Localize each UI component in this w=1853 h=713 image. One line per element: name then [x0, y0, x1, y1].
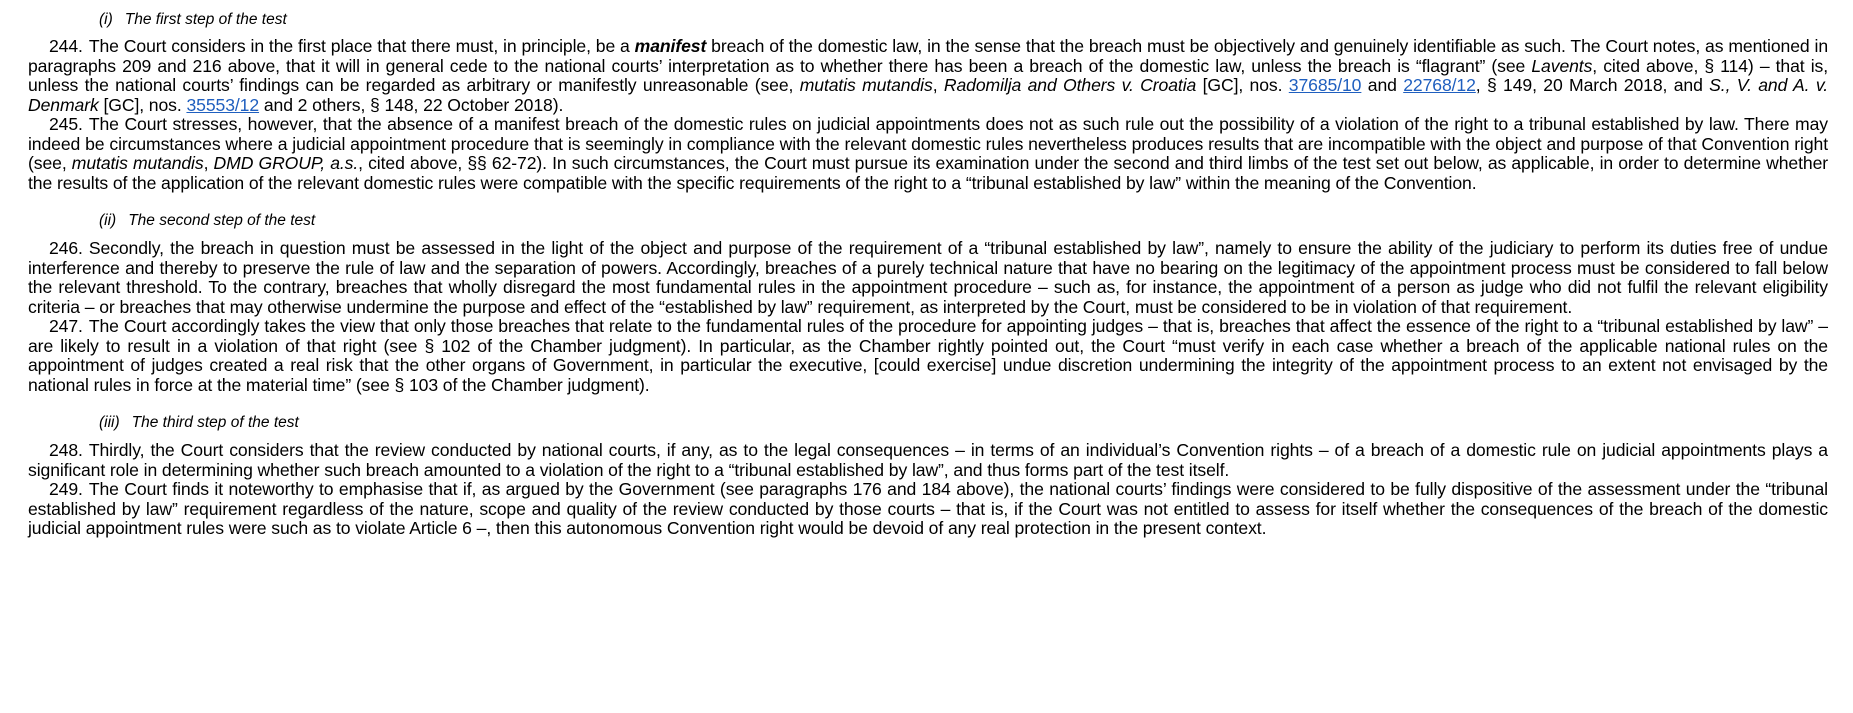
text-run: , — [203, 153, 214, 173]
text-run: Secondly, the breach in question must be assessed in the light of the object and purpose of the requirement of a “tribunal established by law”, namely to ensure the ability of the judiciary to perform its duties free of undue interference and thereby to preserve the rule of law and the separation of powers. Accordingly, breaches of a purely technical nature that have no bearing on the legitimacy of the appointment process must be considered to fall below the relevant threshold. To the contrary, breaches that wholly disregard the most fundamental rules in the appointment procedure – such as, for instance, the appointment of a person as judge who did not fulfil the relevant eligibility criteria – or breaches that may otherwise undermine the purpose and effect of the “established by law” requirement, as interpreted by the Court, must be considered to be in violation of that requirement. — [28, 238, 1828, 317]
text-run: The Court stresses, however, that the absence of a manifest breach of the domestic rules on judicial appointments does not as such rule out the possibility of a violation of the right to a tribunal established by law. There may indeed be circumstances where a judicial appointment procedure that is seemingly in compliance with the relevant domestic rules nevertheless produces results that are incompatible with the object and purpose of that Convention right (see, — [28, 114, 1828, 173]
heading-text: The first step of the test — [124, 11, 287, 28]
text-run: The Court accordingly takes the view that only those breaches that relate to the fundamental rules of the procedure for appointing judges – that is, breaches that affect the essence of the right to a “tribunal established by law” – are likely to result in a violation of that right (see § 102 of the Chamber judgment). In particular, as the Chamber rightly pointed out, the Court “must verify in each case whether a breach of the applicable national rules on the appointment of judges created a real risk that the other organs of Government, in particular the executive, [could exercise] undue discretion undermining the integrity of the appointment process to an extent not envisaged by the national rules in force at the material time” (see § 103 of the Chamber judgment). — [28, 316, 1828, 395]
case-name-sva-denmark: S., V. and A. v. Denmark — [28, 75, 1829, 115]
text-run: Thirdly, the Court considers that the review conducted by national courts, if any, as to the legal consequences – in terms of an individual’s Convention rights – of a breach of a domestic rule on judicial appointments plays a significant role in determining whether such breach amounted to a violation of the right to a “tribunal established by law”, and thus forms part of the test itself. — [28, 440, 1828, 480]
section-heading-first-step — [99, 10, 1828, 29]
case-name-dmd-group: DMD GROUP, a.s. — [213, 153, 359, 173]
text-run: The Court finds it noteworthy to emphasise that if, as argued by the Government (see paragraphs 176 and 184 above), the national courts’ findings were considered to be fully dispositive of the assessment under the “tribunal established by law” requirement regardless of the nature, scope and quality of the review conducted by those courts – that is, if the Court was not entitled to assess for itself whether the consequences of the breach of the domestic judicial appointment rules were such as to violate Article 6 –, then this autonomous Convention right would be devoid of any real protection in the present context. — [28, 479, 1828, 538]
text-run: [GC], nos. — [1196, 75, 1289, 95]
paragraph-248 — [28, 441, 1828, 480]
application-link-35553-12[interactable]: 35553/12 — [186, 94, 260, 115]
paragraph-244 — [28, 37, 1828, 115]
heading-number: (i) — [99, 11, 113, 28]
text-run: breach of the domestic law, in the sense that the breach must be objectively and genuinely identifiable as such. The Court notes, as mentioned in paragraphs 209 and 216 above, that it will in general cede to the national courts’ interpretation as to whether there has been a breach of the domestic law, unless the breach is “flagrant” (see — [28, 36, 1828, 76]
text-run: [GC], nos. — [98, 94, 187, 115]
paragraph-number: 244. — [49, 36, 83, 56]
paragraph-number: 247. — [49, 316, 83, 336]
section-heading-third-step — [99, 413, 1828, 432]
heading-number: (iii) — [99, 414, 120, 431]
paragraph-number: 246. — [49, 238, 83, 258]
text-run: , § 149, 20 March 2018, and — [1475, 75, 1710, 95]
text-run: The Court considers in the first place that there must, in principle, be a — [88, 36, 635, 56]
text-run: , cited above, §§ 62-72). In such circumstances, the Court must pursue its examination under the second and third limbs of the test set out below, as applicable, in order to determine whether the results of the application of the relevant domestic rules were compatible with the specific requirements of the right to a “tribunal established by law” within the meaning of the Convention. — [28, 153, 1829, 193]
latin-phrase: mutatis mutandis — [799, 75, 933, 95]
paragraph-246 — [28, 239, 1828, 317]
latin-phrase: mutatis mutandis — [71, 153, 204, 173]
heading-number: (ii) — [99, 212, 117, 229]
paragraph-number: 248. — [49, 440, 83, 460]
text-run: , cited above, § 114) – that is, unless the national courts’ findings can be regarded as arbitrary or manifestly unreasonable (see, — [28, 55, 1828, 95]
paragraph-247 — [28, 317, 1828, 395]
paragraph-number: 249. — [49, 479, 83, 499]
paragraph-249 — [28, 480, 1828, 539]
text-run: and 2 others, § 148, 22 October 2018). — [259, 94, 564, 115]
case-name-radomilja: Radomilja and Others v. Croatia — [943, 75, 1197, 95]
text-run: , — [932, 75, 944, 95]
heading-text: The third step of the test — [131, 414, 299, 431]
paragraph-number: 245. — [49, 114, 83, 134]
heading-text: The second step of the test — [128, 212, 316, 229]
paragraph-245 — [28, 115, 1828, 193]
case-name-lavents: Lavents — [1531, 55, 1593, 76]
text-run: and — [1361, 75, 1404, 95]
section-heading-second-step — [99, 211, 1828, 230]
emphasis-manifest: manifest — [634, 36, 707, 56]
application-link-22768-12[interactable]: 22768/12 — [1403, 75, 1476, 95]
application-link-37685-10[interactable]: 37685/10 — [1288, 75, 1362, 95]
